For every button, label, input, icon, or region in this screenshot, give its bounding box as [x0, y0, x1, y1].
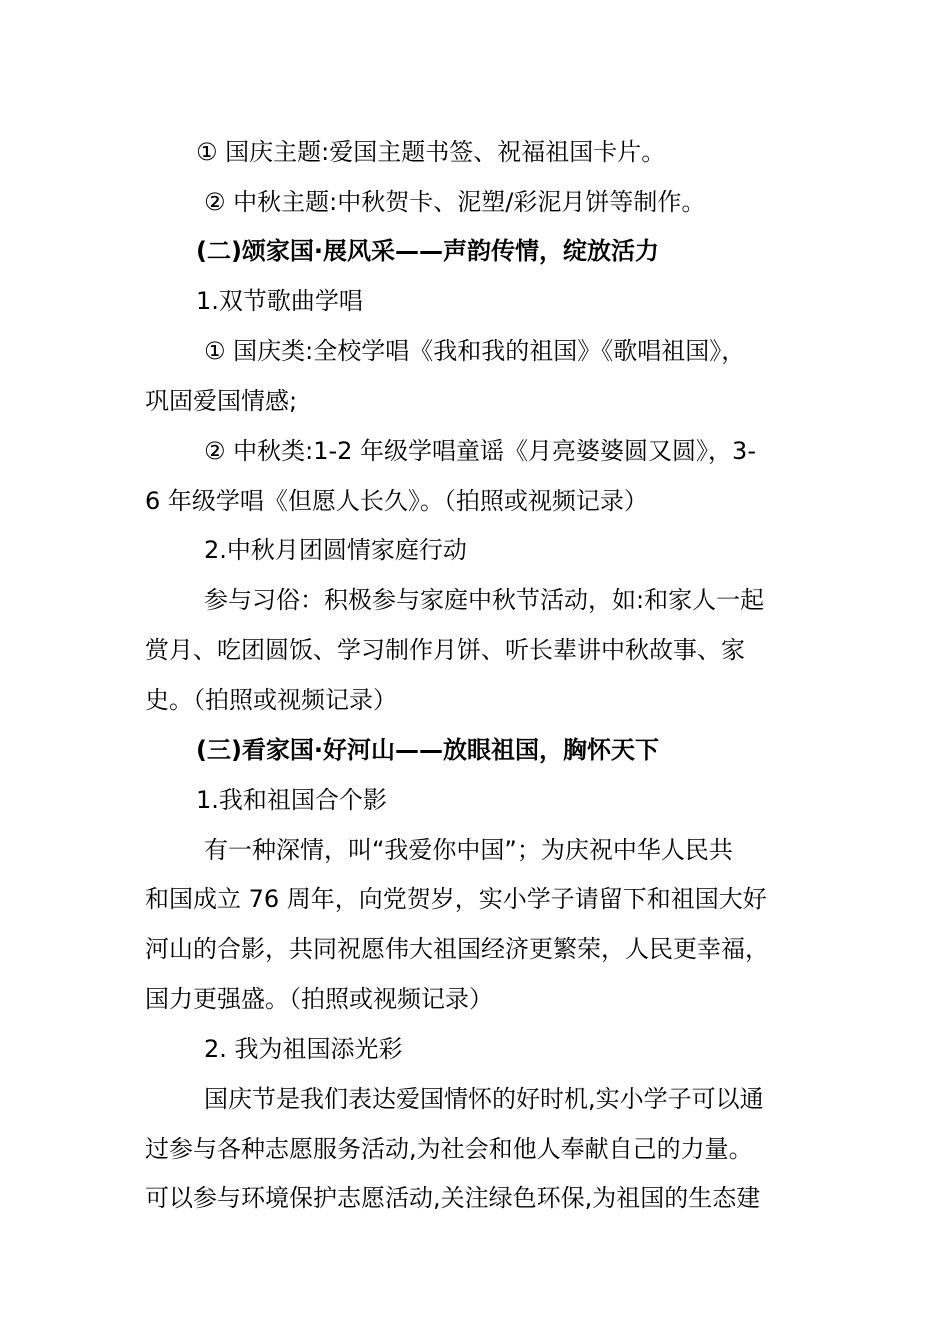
paragraph-line: 国力更强盛。（拍照或视频记录）	[145, 985, 493, 1013]
list-item-national-day-theme: ① 国庆主题:爱国主题书签、祝福祖国卡片。	[196, 138, 666, 166]
paragraph-line: 可以参与环境保护志愿活动,关注绿色环保,为祖国的生态建	[145, 1184, 761, 1212]
section-heading-3: (三)看家国·好河山——放眼祖国，胸怀天下	[196, 736, 660, 764]
paragraph-line: 参与习俗：积极参与家庭中秋节活动，如:和家人一起	[204, 586, 765, 614]
paragraph-line: 河山的合影，共同祝愿伟大祖国经济更繁荣，人民更幸福，	[145, 935, 769, 963]
paragraph-line: 有一种深情，叫“我爱你中国”；为庆祝中华人民共	[204, 836, 733, 864]
list-item-mid-autumn-songs: ② 中秋类:1-2 年级学唱童谣《月亮婆婆圆又圆》，3-	[204, 437, 756, 465]
list-item-mid-autumn-theme: ② 中秋主题:中秋贺卡、泥塑/彩泥月饼等制作。	[204, 188, 706, 216]
paragraph-line: 巩固爱国情感;	[145, 387, 298, 415]
list-item-national-day-songs: ① 国庆类:全校学唱《我和我的祖国》《歌唱祖国》，	[204, 337, 746, 365]
paragraph-line: 6 年级学唱《但愿人长久》。（拍照或视频记录）	[145, 487, 648, 515]
subheading-family-action: 2.中秋月团圆情家庭行动	[204, 536, 467, 564]
paragraph-line: 赏月、吃团圆饭、学习制作月饼、听长辈讲中秋故事、家	[145, 636, 745, 664]
subheading-song-learning: 1.双节歌曲学唱	[196, 287, 363, 315]
paragraph-line: 过参与各种志愿服务活动,为社会和他人奉献自己的力量。	[145, 1135, 753, 1163]
paragraph-line: 国庆节是我们表达爱国情怀的好时机,实小学子可以通	[204, 1085, 764, 1113]
section-heading-2: (二)颂家国·展风采——声韵传情，绽放活力	[196, 237, 660, 265]
subheading-photo-with-motherland: 1.我和祖国合个影	[196, 786, 387, 814]
paragraph-line: 和国成立 76 周年，向党贺岁，实小学子请留下和祖国大好	[145, 885, 767, 913]
paragraph-line: 史。（拍照或视频记录）	[145, 686, 397, 714]
subheading-add-glory: 2. 我为祖国添光彩	[204, 1035, 403, 1063]
